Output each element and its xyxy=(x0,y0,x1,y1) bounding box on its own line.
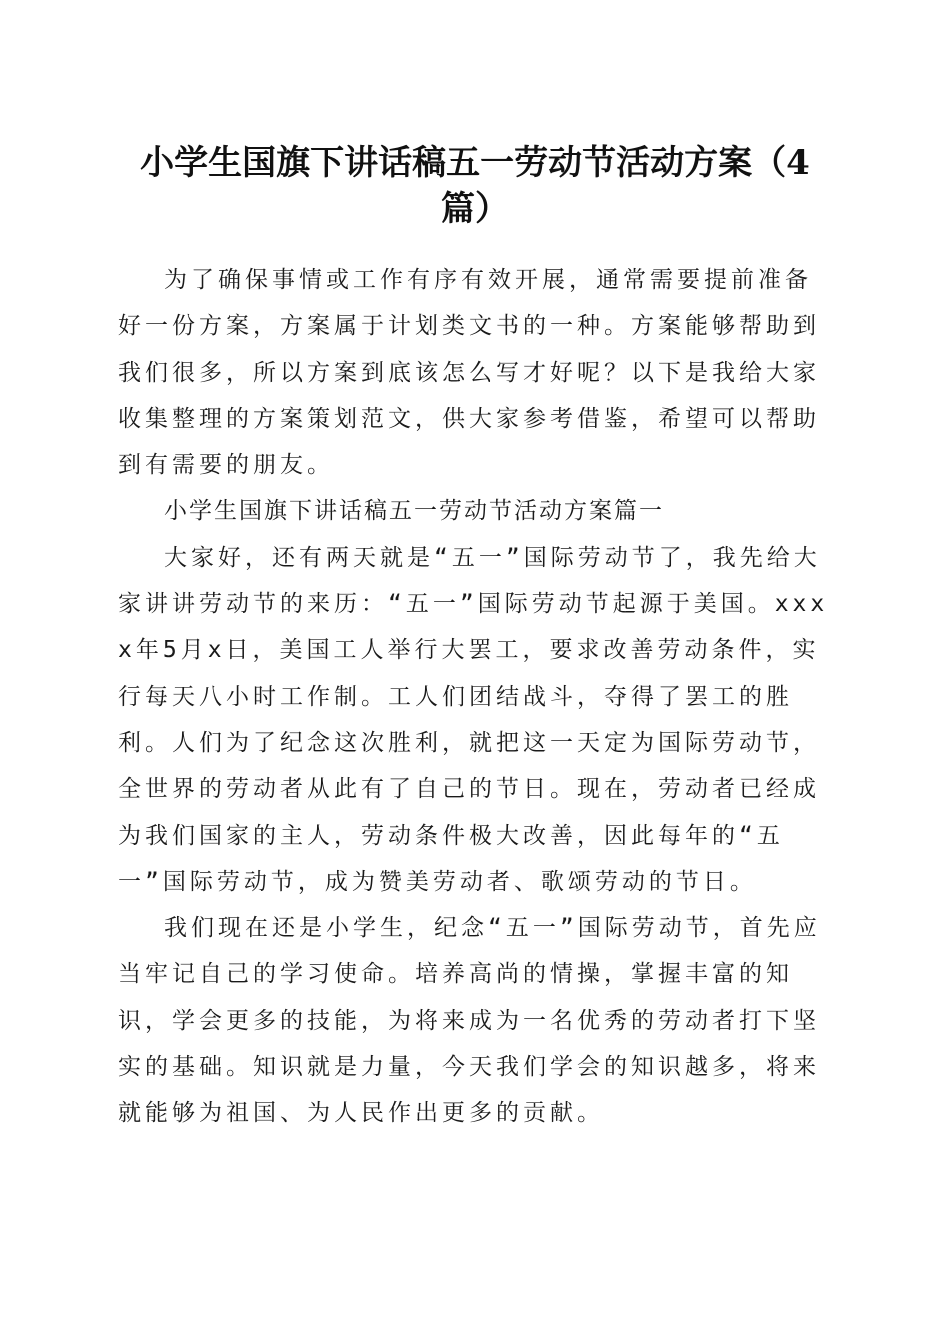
document-body xyxy=(118,257,834,1137)
intro-paragraph: 为了确保事情或工作有序有效开展，通常需要提前准备好一份方案，方案属于计划类文书的一种。方案能够帮助到我们很多，所以方案到底该怎么写才好呢？以下是我给大家收集整理的方案策划范文，供大家参考借鉴，希望可以帮助到有需要的朋友。 xyxy=(118,267,820,479)
body-paragraph: 我们现在还是小学生，纪念“五一”国际劳动节，首先应当牢记自己的学习使命。培养高尚的情操，掌握丰富的知识，学会更多的技能，为将来成为一名优秀的劳动者打下坚实的基础。知识就是力量，今天我们学会的知识越多，将来就能够为祖国、为人民作出更多的贡献。 xyxy=(118,915,821,1127)
body-paragraph: 大家好，还有两天就是“五一”国际劳动节了，我先给大家讲讲劳动节的来历：“五一”国际劳动节起源于美国。xxxx年5月x日，美国工人举行大罢工，要求改善劳动条件，实行每天八小时工作制。工人们团结战斗，夺得了罢工的胜利。人们为了纪念这次胜利，就把这一天定为国际劳动节，全世界的劳动者从此有了自己的节日。现在，劳动者已经成为我们国家的主人，劳动条件极大改善，因此每年的“五一”国际劳动节，成为赞美劳动者、歌颂劳动的节日。 xyxy=(118,544,829,895)
document-title: 小学生国旗下讲话稿五一劳动节活动方案（4篇） xyxy=(140,143,810,229)
section-heading: 小学生国旗下讲话稿五一劳动节活动方案篇一 xyxy=(164,498,664,525)
